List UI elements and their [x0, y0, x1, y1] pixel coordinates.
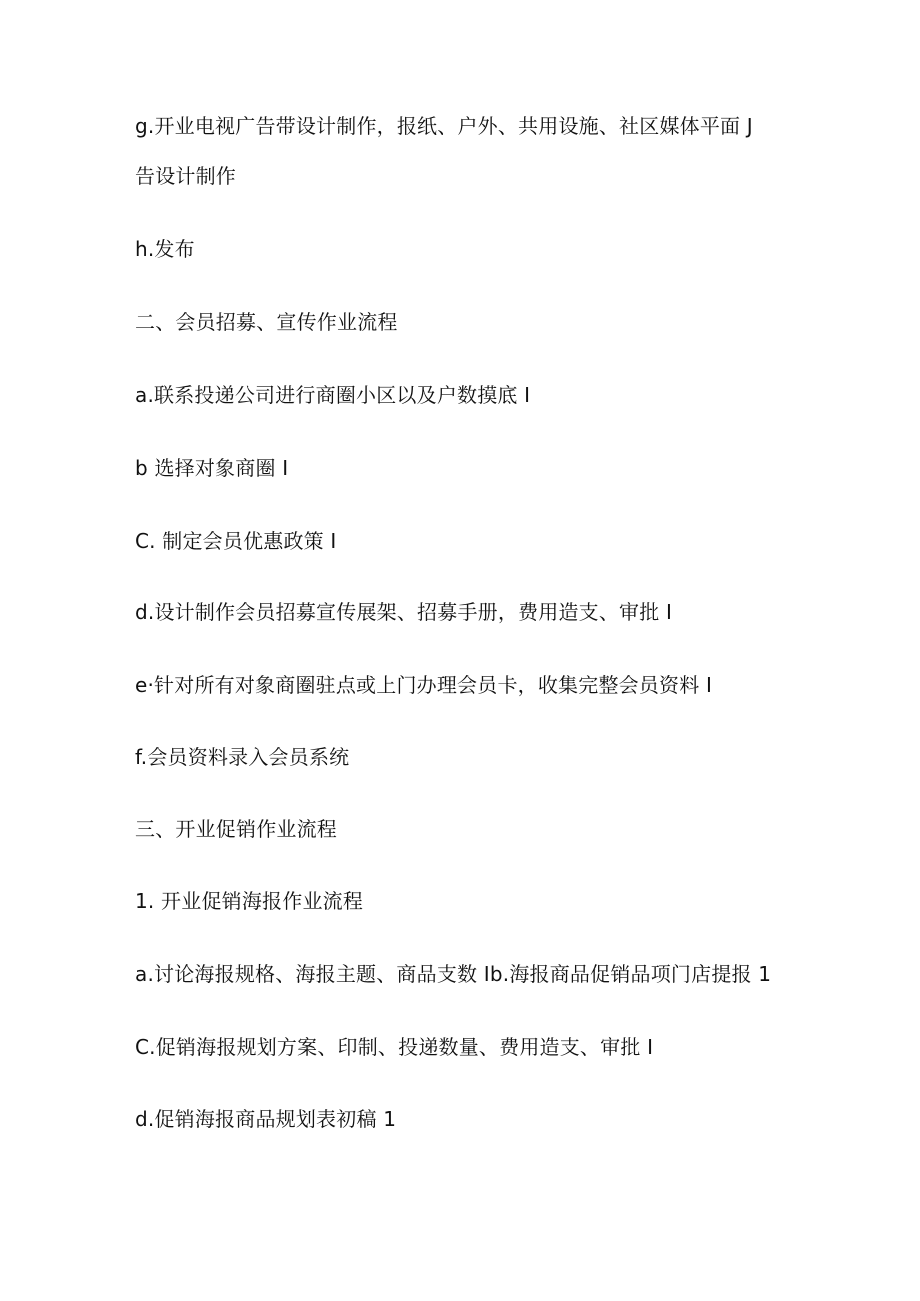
item-a-b-combined: a.讨论海报规格、海报主题、商品支数 Ib.海报商品促销品项门店提报 1 [135, 962, 772, 986]
item-a: a.联系投递公司进行商圈小区以及户数摸底 I [135, 383, 531, 407]
section-heading-3: 三、开业促销作业流程 [135, 817, 337, 841]
item-c-poster: C.促销海报规划方案、印制、投递数量、费用造支、审批 I [135, 1035, 654, 1059]
item-e: e·针对所有对象商圈驻点或上门办理会员卡，收集完整会员资料 I [135, 673, 713, 697]
item-b: b 选择对象商圈 I [135, 456, 289, 480]
item-d-poster: d.促销海报商品规划表初稿 1 [135, 1107, 397, 1131]
subsection-heading-1: 1. 开业促销海报作业流程 [135, 889, 364, 913]
item-g-line-1: g.开业电视广告带设计制作，报纸、户外、共用设施、社区媒体平面 J [135, 114, 753, 138]
item-d: d.设计制作会员招募宣传展架、招募手册，费用造支、审批 I [135, 600, 673, 624]
item-h: h.发布 [135, 237, 195, 261]
item-g-line-2: 告设计制作 [135, 164, 236, 188]
item-c: C. 制定会员优惠政策 I [135, 529, 337, 553]
item-f: f.会员资料录入会员系统 [135, 745, 350, 769]
section-heading-2: 二、会员招募、宣传作业流程 [135, 310, 398, 334]
